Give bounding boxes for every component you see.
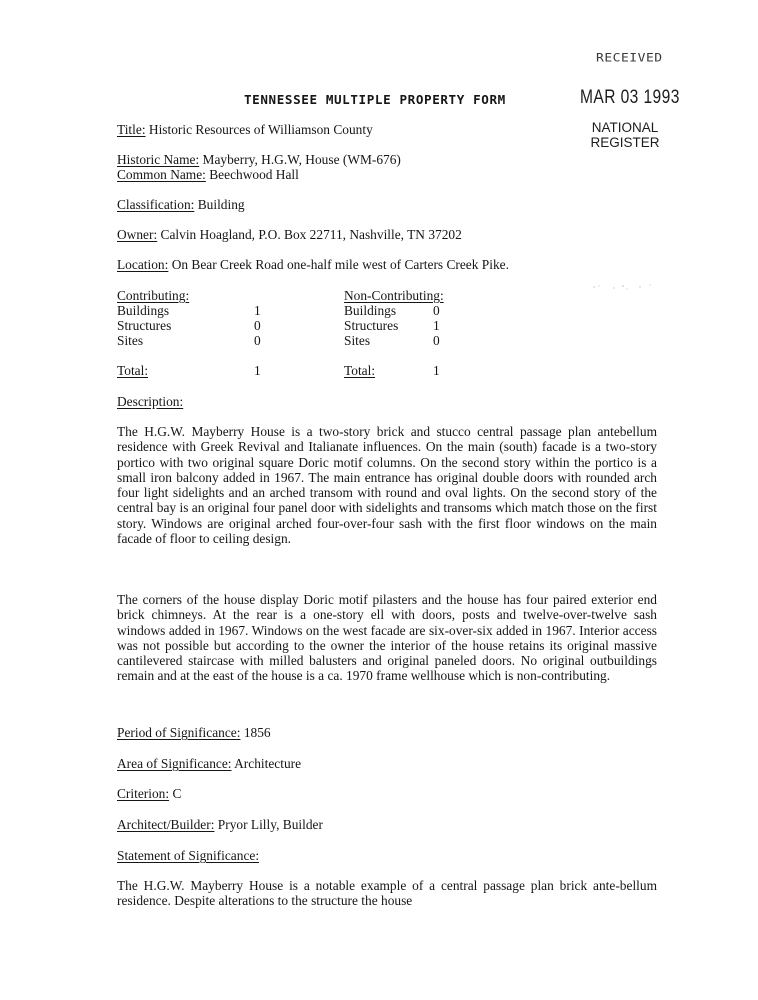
contributing-buildings-value: 1 [254,303,261,318]
architect-field [117,817,323,832]
contributing-structures-value: 0 [254,318,261,333]
criterion-value: C [172,786,182,801]
non-contributing-total-label: Total: [344,363,376,378]
description-paragraph-2: The corners of the house display Doric motif pilasters and the house has four paired exterior end brick chimneys. At the rear is a one-story ell with doors, posts and twelve-over-twelve sash windows added in 1967. Windows on the west facade are six-over-six added in 1967. Interior access was not possible but according to the owner the interior of the house retains its original massive cantilevered staircase with milled balusters and original paneled doors. No original outbuildings remain and at the east of the house is a ca. 1970 frame wellhouse which is non-contributing. [117,592,657,684]
location-label: Location: [117,257,169,272]
area-value: Architecture [234,756,302,771]
contributing-sites-label: Sites [117,333,144,348]
description-label: Description: [117,394,184,409]
non-contributing-buildings-value: 0 [433,303,440,318]
non-contributing-heading: Non-Contributing: [344,288,444,303]
criterion-label: Criterion: [117,786,170,801]
non-contributing-structures-label: Structures [344,318,399,333]
period-value: 1856 [243,725,271,740]
contributing-structures-label: Structures [117,318,172,333]
architect-value: Pryor Lilly, Builder [217,817,323,832]
area-field [117,756,301,771]
scan-speck-marks [590,281,660,293]
non-contributing-sites-label: Sites [344,333,371,348]
received-stamp: RECEIVED [596,52,663,65]
non-contributing-structures-value: 1 [433,318,440,333]
title-label: Title: [117,122,146,137]
contributing-buildings-label: Buildings [117,303,170,318]
contributing-heading: Contributing: [117,288,190,303]
owner-label: Owner: [117,227,158,242]
received-date-stamp: MAR 03 1993 [580,87,680,108]
non-contributing-sites-value: 0 [433,333,440,348]
owner-field [117,227,462,242]
owner-value: Calvin Hoagland, P.O. Box 22711, Nashville, TN 37202 [160,227,462,242]
historic-name-value: Mayberry, H.G.W, House (WM-676) [202,152,401,167]
historic-name-field [117,152,401,167]
description-paragraph-1: The H.G.W. Mayberry House is a two-story brick and stucco central passage plan antebellum residence with Greek Revival and Italianate influences. On the main (south) facade is a two-story portico with two original square Doric motif columns. On the second story within the portico is a small iron balcony added in 1967. The main entrance has original double doors with rounded arch four light sidelights and an arched transom with round and oval lights. On the second story of the central bay is an original four panel door with sidelights and transoms which match those on the first story. Windows are original arched four-over-four sash with the first floor windows on the main facade of floor to ceiling design. [117,424,657,547]
non-contributing-total-value: 1 [433,363,440,378]
non-contributing-buildings-label: Buildings [344,303,397,318]
national-register-line2: REGISTER [590,135,660,150]
form-title: TENNESSEE MULTIPLE PROPERTY FORM [244,92,506,107]
statement-paragraph: The H.G.W. Mayberry House is a notable example of a central passage plan brick ante-bellum residence. Despite alterations to the structure the house [117,878,657,909]
common-name-label: Common Name: [117,167,206,182]
title-field [117,122,373,137]
historic-name-label: Historic Name: [117,152,200,167]
period-field [117,725,271,740]
contributing-total-label: Total: [117,363,149,378]
period-label: Period of Significance: [117,725,241,740]
area-label: Area of Significance: [117,756,232,771]
classification-value: Building [197,197,245,212]
national-register-stamp [586,120,664,150]
title-value: Historic Resources of Williamson County [148,122,373,137]
national-register-line1: NATIONAL [591,120,659,135]
criterion-field [117,786,181,801]
contributing-total-value: 1 [254,363,261,378]
contributing-sites-value: 0 [254,333,261,348]
statement-label: Statement of Significance: [117,848,260,863]
architect-label: Architect/Builder: [117,817,215,832]
common-name-value: Beechwood Hall [209,167,299,182]
classification-field [117,197,245,212]
location-field [117,257,509,272]
classification-label: Classification: [117,197,195,212]
common-name-field [117,167,299,182]
location-value: On Bear Creek Road one-half mile west of Carters Creek Pike. [171,257,509,272]
